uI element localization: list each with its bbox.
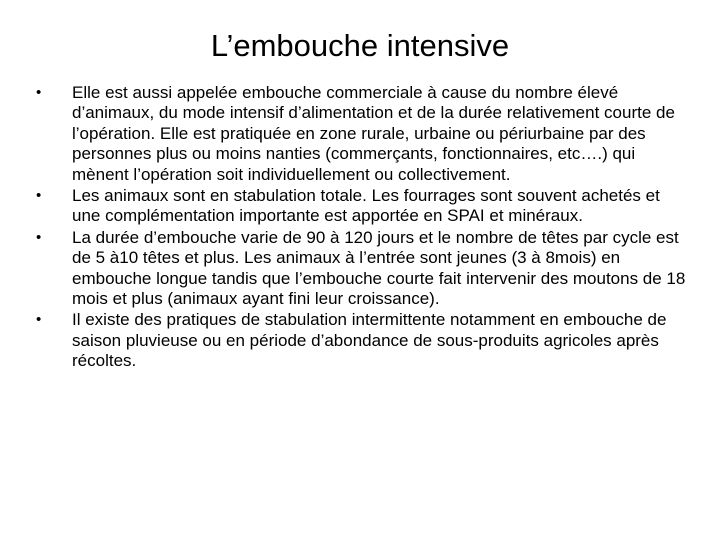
bullet-dot-icon: • — [36, 187, 42, 205]
bullet-text: Elle est aussi appelée embouche commerciale à cause du nombre élevé d’animaux, du mode intensif d’alimentation et de la durée relativement courte de l’opération. Elle est pratiquée en zone rurale, urbaine ou périurbaine par des personnes plus ou moins nanties (commerçants, fonctionnaires, etc….) qui mènent l’opération soit individuellement ou collectivement. — [72, 83, 675, 184]
bullet-item-3 — [36, 228, 686, 310]
bullet-dot-icon: • — [36, 228, 42, 246]
bullet-item-4 — [36, 310, 686, 371]
bullet-item-2 — [36, 186, 686, 227]
bullet-list — [36, 83, 686, 373]
bullet-text: La durée d’embouche varie de 90 à 120 jours et le nombre de têtes par cycle est de 5 à10 têtes et plus. Les animaux à l’entrée sont jeunes (3 à 8mois) en embouche longue tandis que l’embouche courte fait intervenir des moutons de 18 mois et plus (animaux ayant fini leur croissance). — [72, 227, 686, 309]
bullet-item-1 — [36, 83, 686, 185]
slide-title: L’embouche intensive — [210, 28, 510, 63]
bullet-dot-icon: • — [36, 311, 42, 329]
bullet-text: Les animaux sont en stabulation totale. Les fourrages sont souvent achetés et une complémentation importante est apportée en SPAI et minéraux. — [72, 186, 660, 226]
bullet-text: Il existe des pratiques de stabulation intermittente notamment en embouche de saison pluvieuse ou en période d’abondance de sous-produits agricoles après récoltes. — [72, 310, 667, 371]
bullet-dot-icon: • — [36, 84, 42, 101]
